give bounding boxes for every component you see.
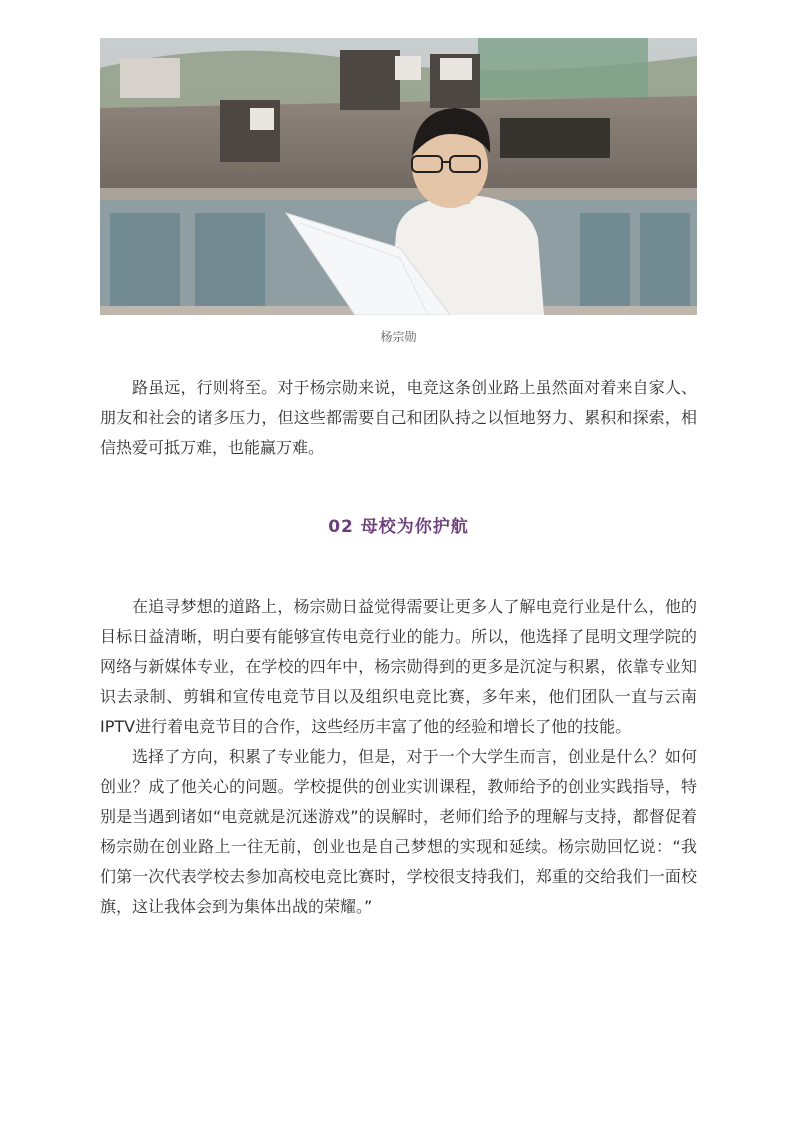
paragraph-2: 在追寻梦想的道路上，杨宗勋日益觉得需要让更多人了解电竞行业是什么，他的目标日益清晰，明白要有能够宣传电竞行业的能力。所以，他选择了昆明文理学院的网络与新媒体专业，在学校的四年中，杨宗勋得到的更多是沉淀与积累，依靠专业知识去录制、剪辑和宣传电竞节目以及组织电竞比赛，多年来，他们团队一直与云南IPTV进行着电竞节目的合作，这些经历丰富了他的经验和增长了他的技能。: [100, 597, 697, 736]
paragraph-1: 路虽远，行则将至。对于杨宗勋来说，电竞这条创业路上虽然面对着来自家人、朋友和社会的诸多压力，但这些都需要自己和团队持之以恒地努力、累积和探索，相信热爱可抵万难，也能赢万难。: [100, 378, 697, 457]
paragraph-3: 选择了方向，积累了专业能力，但是，对于一个大学生而言，创业是什么？如何创业？成了他关心的问题。学校提供的创业实训课程，教师给予的创业实践指导，特别是当遇到诸如“电竞就是沉迷游戏”的误解时，老师们给予的理解与支持，都督促着杨宗勋在创业路上一往无前，创业也是自己梦想的实现和延续。杨宗勋回忆说：“我们第一次代表学校去参加高校电竞比赛时，学校很支持我们，郑重的交给我们一面校旗，这让我体会到为集体出战的荣耀。”: [100, 747, 697, 916]
photo-caption: 杨宗勋: [380, 330, 417, 344]
article-photo: [100, 38, 697, 315]
section-title: 02 母校为你护航: [328, 517, 469, 537]
photo-of-person-reading-paper-icon: [100, 38, 697, 315]
